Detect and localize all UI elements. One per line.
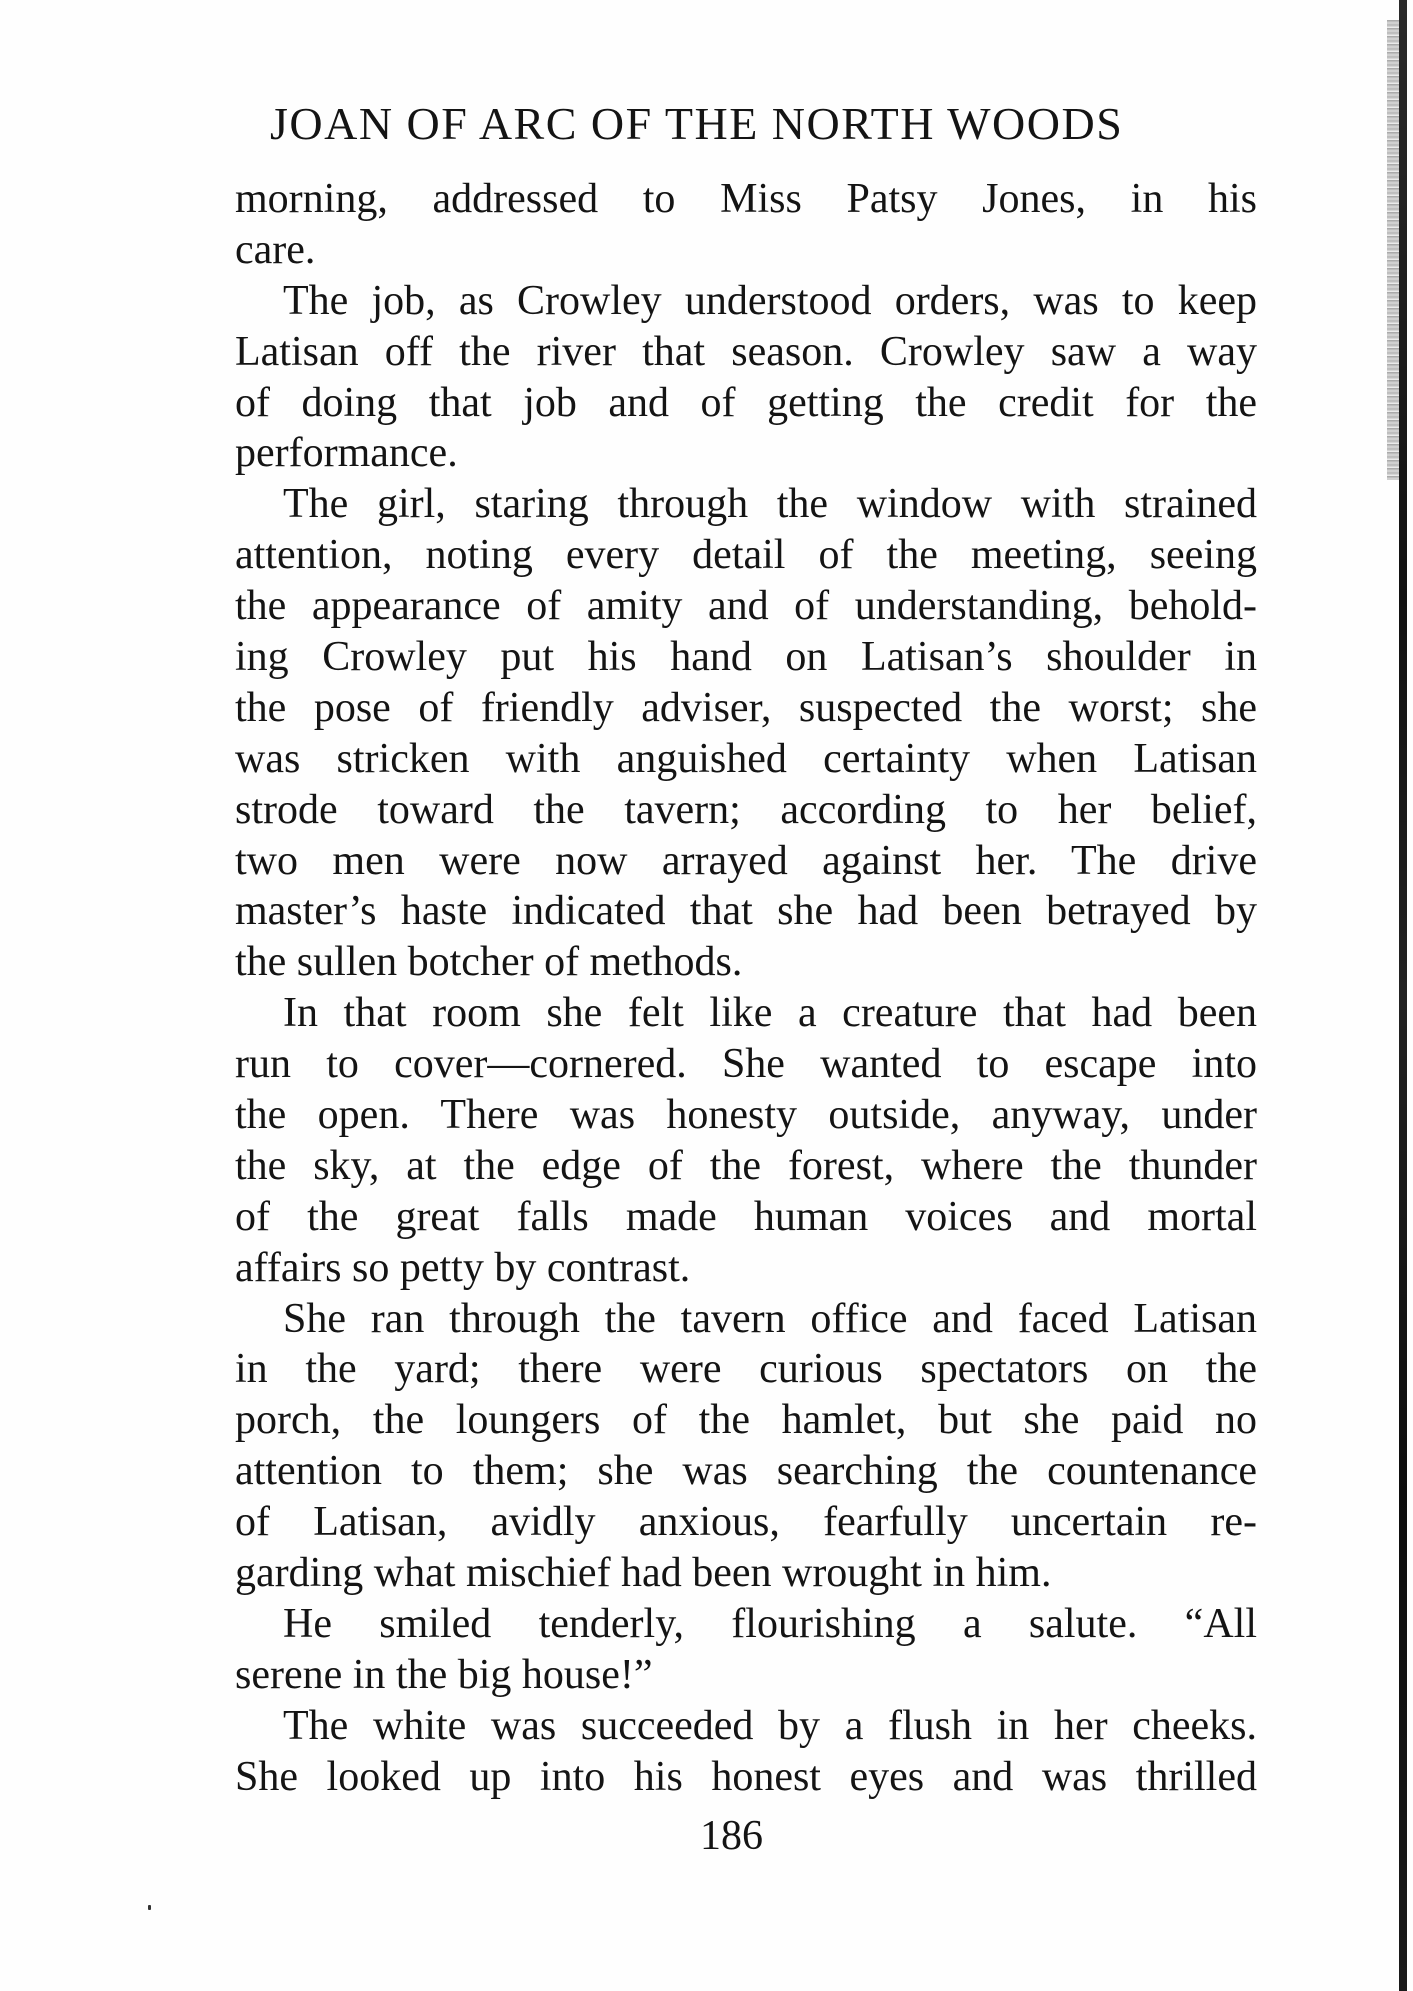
paragraph	[235, 1701, 1257, 1803]
text-line: the open. There was honesty outside, anyway, under	[235, 1092, 1257, 1139]
text-line: The girl, staring through the window with strained	[283, 481, 1257, 528]
text-line: attention to them; she was searching the countenance	[235, 1448, 1257, 1495]
text-line: ing Crowley put his hand on Latisan’s shoulder in	[235, 634, 1257, 681]
text-line: She looked up into his honest eyes and was thrilled	[235, 1753, 1257, 1800]
paragraph	[235, 1294, 1257, 1599]
paragraph	[235, 479, 1257, 988]
text-line: The job, as Crowley understood orders, was to keep	[283, 277, 1257, 324]
page-number: 186	[700, 1813, 763, 1859]
body-text	[235, 174, 1257, 1803]
text-line: porch, the loungers of the hamlet, but she paid no	[235, 1397, 1257, 1444]
text-line: She ran through the tavern office and faced Latisan	[283, 1295, 1257, 1342]
text-line: of the great falls made human voices and mortal	[235, 1193, 1257, 1240]
text-line: garding what mischief had been wrought in him.	[235, 1550, 1052, 1597]
paragraph	[235, 1599, 1257, 1701]
binding-speckle	[1387, 20, 1399, 480]
text-line: the sky, at the edge of the forest, where the thunder	[235, 1142, 1257, 1189]
text-line: care.	[235, 226, 316, 273]
text-line: In that room she felt like a creature that had been	[283, 990, 1257, 1037]
paragraph	[235, 174, 1257, 276]
text-line: affairs so petty by contrast.	[235, 1244, 691, 1291]
text-line: strode toward the tavern; according to her belief,	[235, 786, 1257, 833]
text-line: the sullen botcher of methods.	[235, 939, 743, 986]
text-line: Latisan off the river that season. Crowley saw a way	[235, 328, 1257, 375]
text-line: attention, noting every detail of the meeting, seeing	[235, 532, 1257, 579]
text-line: morning, addressed to Miss Patsy Jones, in his	[235, 176, 1257, 222]
text-line: performance.	[235, 430, 458, 477]
running-head: JOAN OF ARC OF THE NORTH WOODS	[270, 98, 1124, 149]
text-line: two men were now arrayed against her. The drive	[235, 837, 1257, 884]
binding-edge	[1395, 0, 1413, 1991]
text-line: The white was succeeded by a flush in her cheeks.	[283, 1702, 1257, 1749]
binding-shadow	[1399, 0, 1407, 1991]
text-line: master’s haste indicated that she had been betrayed by	[235, 888, 1257, 935]
paragraph	[235, 988, 1257, 1293]
text-line: the pose of friendly adviser, suspected the worst; she	[235, 684, 1257, 731]
text-line: serene in the big house!”	[235, 1651, 653, 1698]
text-line: the appearance of amity and of understanding, behold-	[235, 583, 1257, 630]
text-line: of Latisan, avidly anxious, fearfully uncertain re-	[235, 1499, 1257, 1546]
text-line: run to cover—cornered. She wanted to escape into	[235, 1041, 1257, 1088]
text-line: of doing that job and of getting the credit for the	[235, 379, 1257, 426]
text-line: was stricken with anguished certainty when Latisan	[235, 735, 1257, 782]
scan-speck	[148, 1905, 151, 1910]
paragraph	[235, 276, 1257, 480]
text-line: He smiled tenderly, flourishing a salute. “All	[283, 1600, 1257, 1647]
text-line: in the yard; there were curious spectators on the	[235, 1346, 1257, 1393]
